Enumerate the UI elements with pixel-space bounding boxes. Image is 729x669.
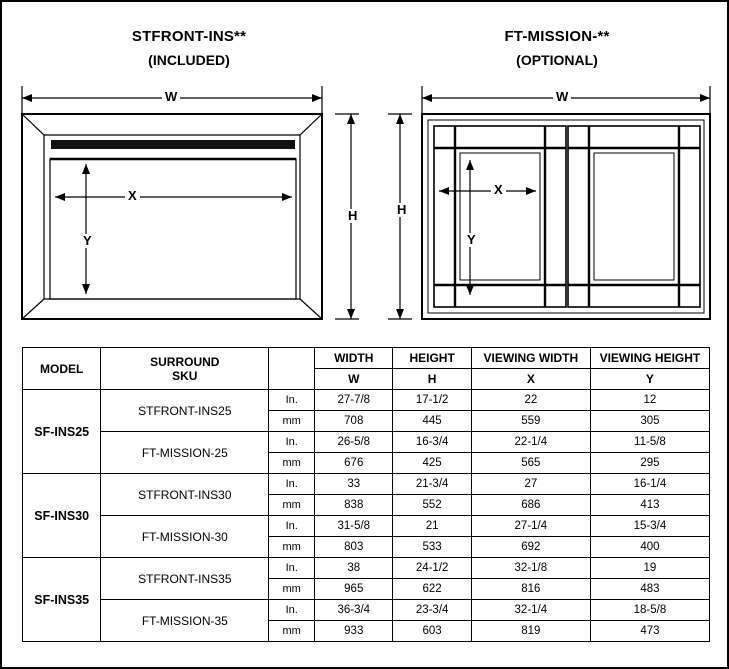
viewing-height-value: 16-1/4 bbox=[590, 474, 709, 495]
viewing-height-value: 483 bbox=[590, 579, 709, 600]
table-row bbox=[23, 516, 710, 537]
width-value: 933 bbox=[315, 621, 393, 642]
height-value: 23-3/4 bbox=[393, 600, 471, 621]
width-value: 803 bbox=[315, 537, 393, 558]
viewing-width-value: 22-1/4 bbox=[471, 432, 590, 453]
left-x-label: X bbox=[125, 189, 140, 203]
height-value: 622 bbox=[393, 579, 471, 600]
width-value: 838 bbox=[315, 495, 393, 516]
viewing-width-value: 22 bbox=[471, 390, 590, 411]
unit-cell: In. bbox=[269, 600, 315, 621]
unit-cell: mm bbox=[269, 495, 315, 516]
viewing-height-value: 19 bbox=[590, 558, 709, 579]
header-surround-sku-line2: SKU bbox=[172, 368, 198, 383]
viewing-width-value: 686 bbox=[471, 495, 590, 516]
height-value: 603 bbox=[393, 621, 471, 642]
model-cell: SF-INS35 bbox=[23, 558, 101, 642]
viewing-height-value: 473 bbox=[590, 621, 709, 642]
height-value: 425 bbox=[393, 453, 471, 474]
right-w-label: W bbox=[553, 90, 571, 104]
viewing-width-value: 565 bbox=[471, 453, 590, 474]
height-value: 552 bbox=[393, 495, 471, 516]
table-row bbox=[23, 390, 710, 411]
viewing-width-value: 27-1/4 bbox=[471, 516, 590, 537]
model-cell: SF-INS30 bbox=[23, 474, 101, 558]
sku-cell: STFRONT-INS35 bbox=[101, 558, 269, 600]
unit-cell: In. bbox=[269, 558, 315, 579]
unit-cell: mm bbox=[269, 579, 315, 600]
viewing-height-value: 18-5/8 bbox=[590, 600, 709, 621]
width-value: 33 bbox=[315, 474, 393, 495]
viewing-height-value: 12 bbox=[590, 390, 709, 411]
unit-cell: In. bbox=[269, 474, 315, 495]
viewing-height-value: 305 bbox=[590, 411, 709, 432]
viewing-width-value: 559 bbox=[471, 411, 590, 432]
unit-cell: In. bbox=[269, 516, 315, 537]
right-panel-drawing bbox=[2, 2, 729, 342]
height-value: 24-1/2 bbox=[393, 558, 471, 579]
header-viewing-width: VIEWING WIDTH bbox=[471, 348, 590, 369]
height-value: 445 bbox=[393, 411, 471, 432]
right-y-label: Y bbox=[464, 233, 479, 247]
model-cell: SF-INS25 bbox=[23, 390, 101, 474]
viewing-height-value: 11-5/8 bbox=[590, 432, 709, 453]
unit-cell: mm bbox=[269, 453, 315, 474]
header-model: MODEL bbox=[23, 348, 101, 390]
viewing-width-value: 819 bbox=[471, 621, 590, 642]
width-value: 27-7/8 bbox=[315, 390, 393, 411]
symbol-viewing-height: Y bbox=[590, 369, 709, 390]
left-h-label: H bbox=[345, 209, 360, 223]
height-value: 17-1/2 bbox=[393, 390, 471, 411]
viewing-width-value: 27 bbox=[471, 474, 590, 495]
sku-cell: FT-MISSION-35 bbox=[101, 600, 269, 642]
header-surround-sku bbox=[101, 348, 269, 390]
viewing-height-value: 413 bbox=[590, 495, 709, 516]
unit-cell: In. bbox=[269, 390, 315, 411]
sku-cell: STFRONT-INS25 bbox=[101, 390, 269, 432]
width-value: 965 bbox=[315, 579, 393, 600]
header-surround-sku-line1: SURROUND bbox=[150, 354, 220, 369]
table-row bbox=[23, 474, 710, 495]
unit-cell: mm bbox=[269, 537, 315, 558]
unit-cell: In. bbox=[269, 432, 315, 453]
left-panel-title: STFRONT-INS** bbox=[131, 28, 247, 45]
width-value: 31-5/8 bbox=[315, 516, 393, 537]
height-value: 16-3/4 bbox=[393, 432, 471, 453]
right-h-label: H bbox=[394, 203, 409, 217]
height-value: 21-3/4 bbox=[393, 474, 471, 495]
table-row bbox=[23, 600, 710, 621]
viewing-width-value: 692 bbox=[471, 537, 590, 558]
viewing-height-value: 400 bbox=[590, 537, 709, 558]
sku-cell: STFRONT-INS30 bbox=[101, 474, 269, 516]
sku-cell: FT-MISSION-30 bbox=[101, 516, 269, 558]
height-value: 533 bbox=[393, 537, 471, 558]
width-value: 36-3/4 bbox=[315, 600, 393, 621]
table-row bbox=[23, 432, 710, 453]
width-value: 708 bbox=[315, 411, 393, 432]
viewing-width-value: 32-1/4 bbox=[471, 600, 590, 621]
right-panel-subtitle: (OPTIONAL) bbox=[516, 52, 598, 68]
symbol-height: H bbox=[393, 369, 471, 390]
right-panel-title: FT-MISSION-** bbox=[504, 28, 610, 45]
table-header-row bbox=[23, 348, 710, 369]
sku-cell: FT-MISSION-25 bbox=[101, 432, 269, 474]
width-value: 38 bbox=[315, 558, 393, 579]
height-value: 21 bbox=[393, 516, 471, 537]
left-panel-subtitle: (INCLUDED) bbox=[148, 52, 230, 68]
dimensions-table bbox=[22, 347, 710, 642]
header-unit bbox=[269, 348, 315, 390]
header-height: HEIGHT bbox=[393, 348, 471, 369]
symbol-viewing-width: X bbox=[471, 369, 590, 390]
unit-cell: mm bbox=[269, 621, 315, 642]
width-value: 26-5/8 bbox=[315, 432, 393, 453]
viewing-height-value: 295 bbox=[590, 453, 709, 474]
viewing-height-value: 15-3/4 bbox=[590, 516, 709, 537]
viewing-width-value: 32-1/8 bbox=[471, 558, 590, 579]
left-w-label: W bbox=[162, 90, 180, 104]
right-x-label: X bbox=[491, 183, 506, 197]
symbol-width: W bbox=[315, 369, 393, 390]
width-value: 676 bbox=[315, 453, 393, 474]
viewing-width-value: 816 bbox=[471, 579, 590, 600]
unit-cell: mm bbox=[269, 411, 315, 432]
header-width: WIDTH bbox=[315, 348, 393, 369]
left-y-label: Y bbox=[80, 234, 95, 248]
header-viewing-height: VIEWING HEIGHT bbox=[590, 348, 709, 369]
table-row bbox=[23, 558, 710, 579]
